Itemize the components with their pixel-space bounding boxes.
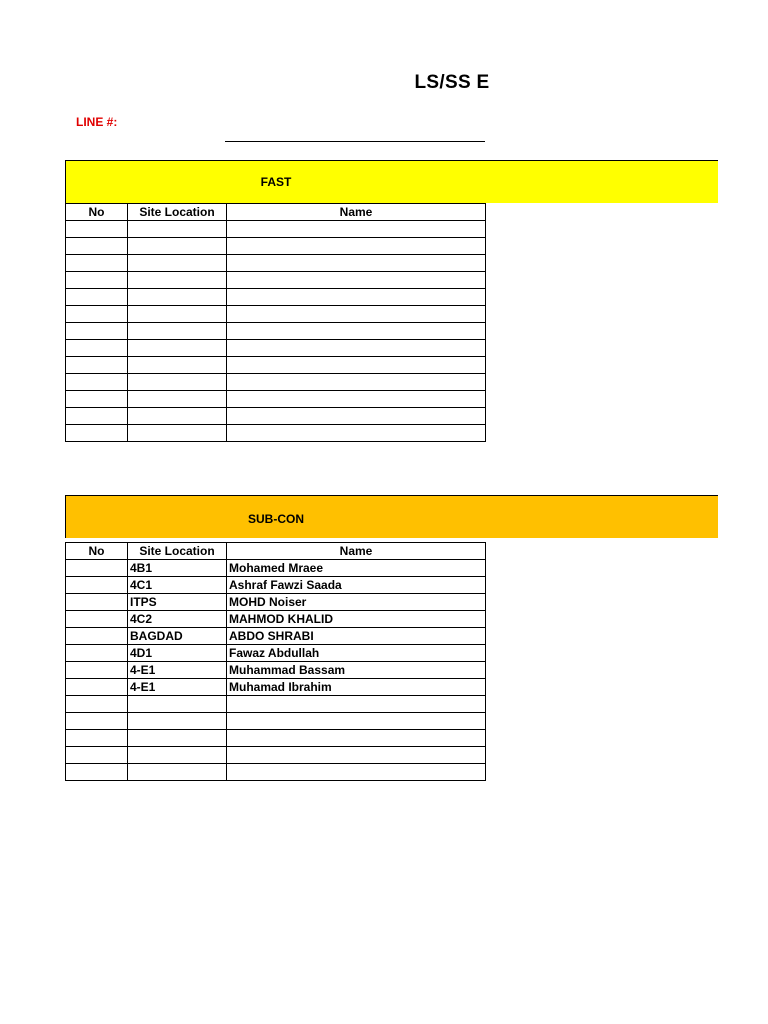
cell-site-location[interactable]: 4D1 bbox=[128, 645, 227, 662]
column-header-no: No bbox=[66, 543, 128, 560]
cell-name[interactable] bbox=[227, 323, 486, 340]
cell-site-location[interactable] bbox=[128, 221, 227, 238]
cell-no[interactable] bbox=[66, 374, 128, 391]
cell-no[interactable] bbox=[66, 645, 128, 662]
cell-site-location[interactable] bbox=[128, 255, 227, 272]
table-row bbox=[66, 323, 486, 340]
table-row bbox=[66, 747, 486, 764]
cell-site-location[interactable] bbox=[128, 238, 227, 255]
cell-site-location[interactable] bbox=[128, 764, 227, 781]
subcon-table-body bbox=[66, 560, 486, 781]
cell-name[interactable] bbox=[227, 357, 486, 374]
cell-no[interactable] bbox=[66, 611, 128, 628]
cell-name[interactable] bbox=[227, 747, 486, 764]
cell-site-location[interactable]: ITPS bbox=[128, 594, 227, 611]
table-header-row bbox=[66, 204, 486, 221]
cell-no[interactable] bbox=[66, 306, 128, 323]
cell-site-location[interactable] bbox=[128, 408, 227, 425]
column-header-no: No bbox=[66, 204, 128, 221]
subcon-table bbox=[65, 542, 486, 781]
subcon-section-label: SUB-CON bbox=[248, 511, 304, 526]
cell-name[interactable] bbox=[227, 221, 486, 238]
cell-name[interactable] bbox=[227, 730, 486, 747]
line-number-field[interactable] bbox=[225, 141, 485, 142]
table-row bbox=[66, 340, 486, 357]
cell-no[interactable] bbox=[66, 679, 128, 696]
table-row bbox=[66, 408, 486, 425]
column-header-name: Name bbox=[227, 543, 486, 560]
line-number-label: LINE #: bbox=[76, 115, 118, 129]
table-row bbox=[66, 662, 486, 679]
cell-no[interactable] bbox=[66, 662, 128, 679]
cell-name[interactable] bbox=[227, 340, 486, 357]
cell-name[interactable]: Mohamed Mraee bbox=[227, 560, 486, 577]
cell-no[interactable] bbox=[66, 730, 128, 747]
cell-no[interactable] bbox=[66, 238, 128, 255]
cell-name[interactable] bbox=[227, 696, 486, 713]
cell-site-location[interactable]: 4C2 bbox=[128, 611, 227, 628]
cell-name[interactable] bbox=[227, 289, 486, 306]
subcon-section-header bbox=[65, 495, 718, 538]
cell-name[interactable] bbox=[227, 713, 486, 730]
cell-site-location[interactable] bbox=[128, 306, 227, 323]
cell-name[interactable]: MOHD Noiser bbox=[227, 594, 486, 611]
cell-site-location[interactable]: 4C1 bbox=[128, 577, 227, 594]
cell-no[interactable] bbox=[66, 272, 128, 289]
cell-no[interactable] bbox=[66, 255, 128, 272]
cell-site-location[interactable]: 4B1 bbox=[128, 560, 227, 577]
cell-name[interactable] bbox=[227, 391, 486, 408]
cell-site-location[interactable] bbox=[128, 323, 227, 340]
cell-site-location[interactable] bbox=[128, 272, 227, 289]
cell-name[interactable] bbox=[227, 238, 486, 255]
cell-no[interactable] bbox=[66, 764, 128, 781]
cell-name[interactable] bbox=[227, 374, 486, 391]
table-row bbox=[66, 374, 486, 391]
cell-no[interactable] bbox=[66, 391, 128, 408]
cell-site-location[interactable] bbox=[128, 289, 227, 306]
cell-no[interactable] bbox=[66, 289, 128, 306]
cell-name[interactable] bbox=[227, 272, 486, 289]
table-row bbox=[66, 272, 486, 289]
cell-name[interactable] bbox=[227, 306, 486, 323]
cell-name[interactable]: MAHMOD KHALID bbox=[227, 611, 486, 628]
cell-site-location[interactable] bbox=[128, 713, 227, 730]
table-row bbox=[66, 696, 486, 713]
table-row bbox=[66, 238, 486, 255]
cell-name[interactable] bbox=[227, 764, 486, 781]
column-header-name: Name bbox=[227, 204, 486, 221]
table-row bbox=[66, 577, 486, 594]
table-row bbox=[66, 255, 486, 272]
table-row bbox=[66, 713, 486, 730]
column-header-site-location: Site Location bbox=[128, 204, 227, 221]
fast-section-header bbox=[65, 160, 718, 203]
table-row bbox=[66, 391, 486, 408]
table-row bbox=[66, 306, 486, 323]
cell-site-location[interactable]: 4-E1 bbox=[128, 662, 227, 679]
fast-table-body bbox=[66, 221, 486, 442]
table-row bbox=[66, 425, 486, 442]
cell-name[interactable]: Muhammad Bassam bbox=[227, 662, 486, 679]
table-row bbox=[66, 560, 486, 577]
cell-no[interactable] bbox=[66, 577, 128, 594]
table-header-row bbox=[66, 543, 486, 560]
cell-no[interactable] bbox=[66, 628, 128, 645]
cell-name[interactable]: ABDO SHRABI bbox=[227, 628, 486, 645]
cell-no[interactable] bbox=[66, 594, 128, 611]
cell-site-location[interactable]: 4-E1 bbox=[128, 679, 227, 696]
cell-no[interactable] bbox=[66, 357, 128, 374]
cell-name[interactable]: Fawaz Abdullah bbox=[227, 645, 486, 662]
cell-name[interactable] bbox=[227, 425, 486, 442]
cell-no[interactable] bbox=[66, 425, 128, 442]
table-row bbox=[66, 289, 486, 306]
cell-no[interactable] bbox=[66, 323, 128, 340]
cell-site-location[interactable] bbox=[128, 391, 227, 408]
table-row bbox=[66, 645, 486, 662]
cell-no[interactable] bbox=[66, 747, 128, 764]
cell-site-location[interactable]: BAGDAD bbox=[128, 628, 227, 645]
table-row bbox=[66, 611, 486, 628]
cell-no[interactable] bbox=[66, 560, 128, 577]
table-row bbox=[66, 679, 486, 696]
cell-name[interactable] bbox=[227, 255, 486, 272]
cell-no[interactable] bbox=[66, 696, 128, 713]
cell-site-location[interactable] bbox=[128, 730, 227, 747]
table-row bbox=[66, 221, 486, 238]
cell-site-location[interactable] bbox=[128, 425, 227, 442]
cell-no[interactable] bbox=[66, 408, 128, 425]
table-row bbox=[66, 628, 486, 645]
cell-name[interactable]: Muhamad Ibrahim bbox=[227, 679, 486, 696]
cell-site-location[interactable] bbox=[128, 374, 227, 391]
fast-section-label: FAST bbox=[260, 175, 292, 189]
page-title: LS/SS E bbox=[414, 72, 490, 93]
table-row bbox=[66, 730, 486, 747]
table-row bbox=[66, 594, 486, 611]
table-row bbox=[66, 357, 486, 374]
cell-no[interactable] bbox=[66, 340, 128, 357]
cell-no[interactable] bbox=[66, 713, 128, 730]
column-header-site-location: Site Location bbox=[128, 543, 227, 560]
cell-site-location[interactable] bbox=[128, 696, 227, 713]
cell-site-location[interactable] bbox=[128, 747, 227, 764]
cell-name[interactable]: Ashraf Fawzi Saada bbox=[227, 577, 486, 594]
cell-site-location[interactable] bbox=[128, 340, 227, 357]
cell-no[interactable] bbox=[66, 221, 128, 238]
table-row bbox=[66, 764, 486, 781]
cell-site-location[interactable] bbox=[128, 357, 227, 374]
fast-table bbox=[65, 203, 486, 442]
cell-name[interactable] bbox=[227, 408, 486, 425]
